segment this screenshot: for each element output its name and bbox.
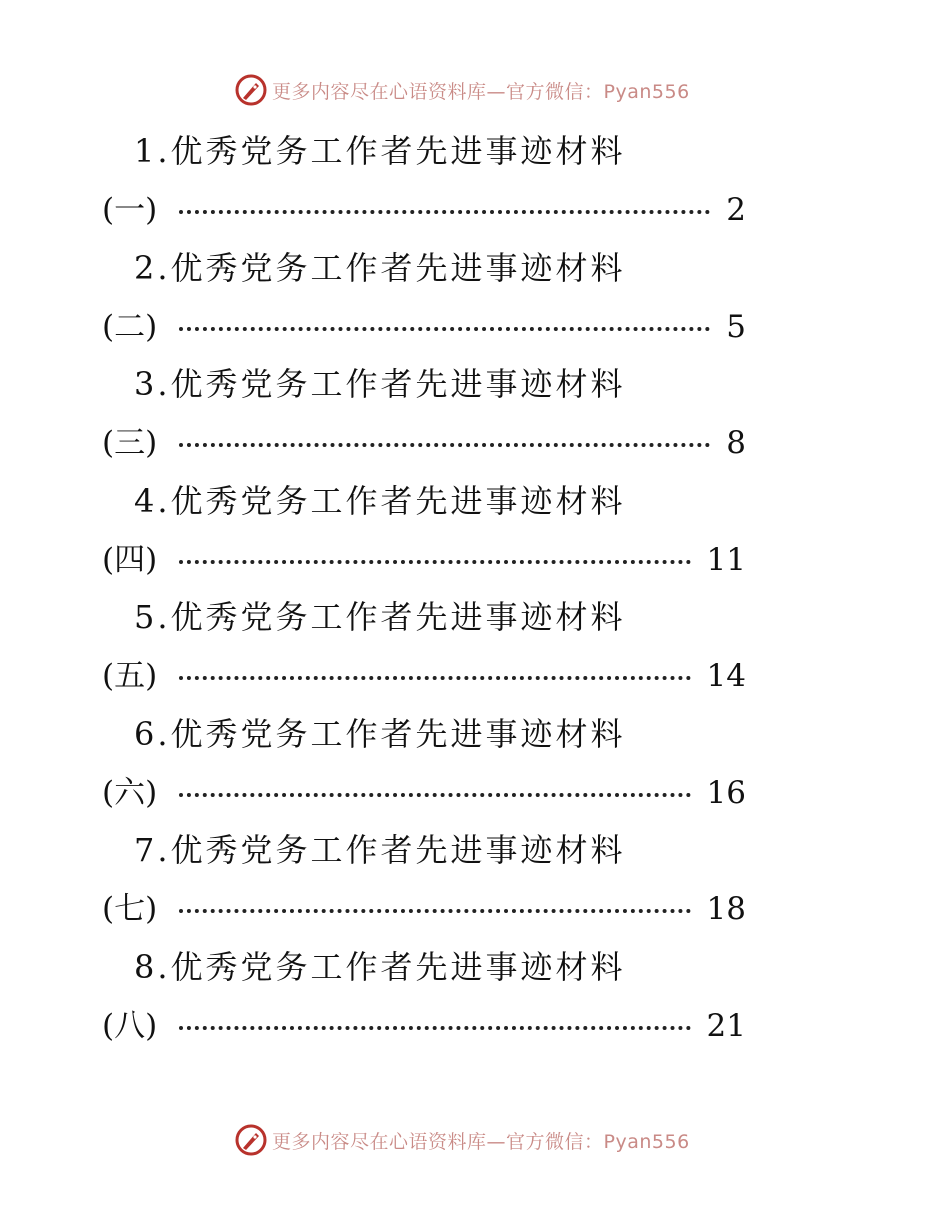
pen-nib-icon bbox=[234, 1123, 268, 1157]
toc-dot-leader bbox=[179, 793, 690, 797]
toc-dot-leader bbox=[179, 1026, 690, 1030]
toc-entry-line bbox=[102, 534, 746, 579]
toc-entry-line bbox=[102, 184, 746, 229]
toc-entry-title: 1.优秀党务工作者先进事迹材料 bbox=[134, 132, 626, 170]
toc-page-number: 11 bbox=[706, 541, 746, 578]
toc-entry-title: 4.优秀党务工作者先进事迹材料 bbox=[134, 481, 626, 520]
toc-entry-line bbox=[102, 767, 746, 812]
toc-page-number: 14 bbox=[706, 658, 746, 694]
toc-dot-leader bbox=[179, 909, 690, 913]
toc-entry-subtitle: (八) bbox=[102, 1007, 158, 1044]
toc-dot-leader bbox=[179, 676, 690, 680]
toc-entry-subtitle: (七) bbox=[102, 891, 158, 927]
toc-entry[interactable] bbox=[0, 470, 950, 587]
toc-entry[interactable] bbox=[0, 120, 950, 237]
pen-nib-icon bbox=[234, 73, 268, 107]
toc-page-number: 8 bbox=[726, 425, 746, 461]
watermark-text: 更多内容尽在心语资料库—官方微信：Pyan556 bbox=[272, 80, 690, 103]
toc-entry-line bbox=[102, 883, 746, 928]
toc-entry-subtitle: (二) bbox=[102, 308, 158, 345]
toc-entry-subtitle: (三) bbox=[102, 425, 158, 461]
toc-entry-line bbox=[102, 301, 746, 346]
toc-dot-leader bbox=[179, 560, 690, 564]
toc-entry-subtitle: (六) bbox=[102, 774, 158, 811]
watermark-text: 更多内容尽在心语资料库—官方微信：Pyan556 bbox=[272, 1130, 690, 1153]
toc-page-number: 5 bbox=[726, 308, 746, 345]
toc-entry[interactable] bbox=[0, 936, 950, 1053]
toc-entry[interactable] bbox=[0, 353, 950, 470]
toc-entry-subtitle: (五) bbox=[102, 658, 158, 694]
toc-page-number: 2 bbox=[726, 192, 746, 228]
toc-page-number: 18 bbox=[706, 891, 746, 927]
table-of-contents bbox=[0, 120, 950, 1052]
toc-page-number: 21 bbox=[706, 1007, 746, 1044]
toc-entry-title: 6.优秀党务工作者先进事迹材料 bbox=[134, 714, 626, 753]
header-watermark bbox=[234, 72, 690, 108]
footer-watermark bbox=[234, 1122, 690, 1158]
toc-entry-line bbox=[102, 417, 746, 462]
toc-dot-leader bbox=[179, 210, 710, 214]
toc-entry-title: 2.优秀党务工作者先进事迹材料 bbox=[134, 248, 626, 287]
toc-dot-leader bbox=[179, 443, 710, 447]
toc-entry-line bbox=[102, 650, 746, 695]
toc-page-number: 16 bbox=[706, 774, 746, 811]
toc-entry[interactable] bbox=[0, 237, 950, 354]
toc-entry-title: 8.优秀党务工作者先进事迹材料 bbox=[134, 947, 626, 986]
toc-entry[interactable] bbox=[0, 703, 950, 820]
toc-entry-line bbox=[102, 1000, 746, 1045]
toc-dot-leader bbox=[179, 327, 710, 331]
toc-entry-title: 7.优秀党务工作者先进事迹材料 bbox=[134, 831, 626, 869]
toc-entry[interactable] bbox=[0, 819, 950, 936]
toc-entry-title: 3.优秀党务工作者先进事迹材料 bbox=[134, 365, 626, 403]
toc-entry[interactable] bbox=[0, 586, 950, 703]
toc-entry-subtitle: (一) bbox=[102, 192, 158, 228]
toc-entry-subtitle: (四) bbox=[102, 541, 158, 578]
toc-entry-title: 5.优秀党务工作者先进事迹材料 bbox=[134, 598, 626, 636]
